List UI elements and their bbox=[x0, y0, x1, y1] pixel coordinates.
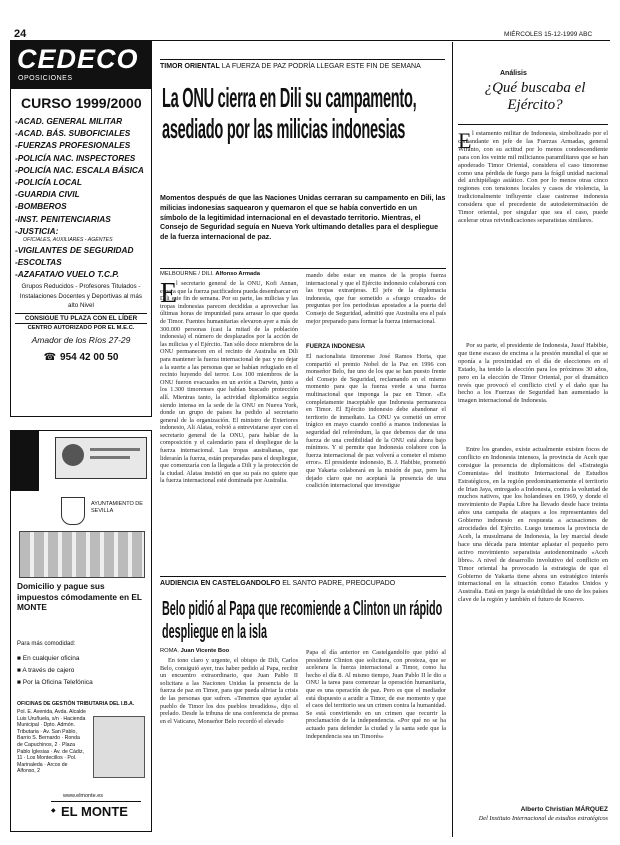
monte-logo: EL MONTE bbox=[61, 804, 128, 819]
analysis-text2: Por su parte, el presidente de Indonesia, Jusuf Habibie, que tiene escaso de encima a la presión mundial el que se oponía a la proximidad en el día de elecciones en el Estado, ha tenido la elección para los próximos 30 años, pero en la elección de Timor Oriental, por el dramático revés que provocó el conflicto civil y el daño que ha hecho a los Fuerzas de Seguridad han aumentado la imagen internacional de Indonesia. bbox=[458, 342, 608, 405]
cedeco-groups: Grupos Reducidos - Profesores Titulados - Instalaciones Docentes y Deportivas al más alto Nivel bbox=[19, 283, 143, 310]
page-number: 24 bbox=[14, 28, 27, 40]
course-item: -ACAD. BÁS. SUBOFICIALES bbox=[15, 128, 131, 139]
offices-list: Pol. E. Avenida, Avda. Alcalde Luis Uruñuela, s/n · Hacienda Municipal · Dpto. Admón. Tributaria · Av. San Pablo, Barrio S. Bernardo · Ronda de Capuchinos, 2 · Plaza Pablo Iglesias · Av. de Cádiz, 11 · Los Montecillos · Pol. Marinaleda · Arcos de Alfonso, 2 bbox=[17, 709, 87, 775]
card-logo-icon bbox=[62, 444, 84, 466]
cedeco-location: CONSIGUE TU PLAZA CON EL LÍDER bbox=[15, 313, 147, 325]
date-line: MIÉRCOLES 15-12-1999 ABC bbox=[504, 31, 593, 38]
main-col2b: El nacionalista timorense José Ramos Horta, que compartió el premio Nobel de la Paz en 1996 con monseñor Belo, fue uno de los que se han puesto frente del Consejo de Seguridad, reclamando en el mismo momento para que la fuerza verde a una fuerza multinacional que imponga la paz en Timor. «Es completamente inaceptable que Indonesia permanezca en Timor. El Ejército indonesio debe abandonar el territorio de inmediato. La ONU ya cometió un error trágico en mayo cuando confió a manos indonesias la seguridad del referéndum, la que debemos dar de una fuerza de una credibilidad de la ONU está ahora bajo mínimos. Y si permite que Indonesia colabore con la fuerza internacional de paz volverá a cometer el mismo error». El presidente indonesio, B. J. Habibie, prometió que Yakarta colaborará en la misión de paz, pero ha dejado claro que no aceptará la presencia de una coalición internacional que investigue bbox=[306, 353, 446, 490]
cedeco-center: CENTRO AUTORIZADO POR EL M.E.C. bbox=[27, 325, 135, 332]
main-col2a: mando debe estar en manos de la propia fuerza internacional y que el Ejército indonesio colaborará con las tropas extranjeras. El jefe de la diplomacia indonesia, que fue sometido a «fuego cruzado» de preguntas por los periodistas apostados a la puerta del Consejo de Seguridad, admitió que Australia era el país mejor preparado para formar la fuerza internacional. bbox=[306, 272, 446, 325]
analysis-dropcap: E bbox=[458, 128, 472, 153]
offices-title: OFICINAS DE GESTIÓN TRIBUTARIA DEL I.B.A. bbox=[17, 701, 135, 707]
course-item: -POLICÍA LOCAL bbox=[15, 177, 82, 188]
course-item: -ESCOLTAS bbox=[15, 256, 62, 267]
cedeco-header bbox=[11, 41, 151, 89]
course-item: -BOMBEROS bbox=[15, 201, 67, 212]
monte-option: ■ Por la Oficina Telefónica bbox=[17, 679, 93, 686]
cedeco-ad[interactable] bbox=[10, 40, 152, 417]
cedeco-phone: 954 42 00 50 bbox=[60, 352, 119, 364]
monte-option: ■ En cualquier oficina bbox=[17, 655, 80, 662]
monte-url[interactable]: www.elmonte.es bbox=[63, 793, 104, 799]
ayuntamiento-label: AYUNTAMIENTO DE SEVILLA bbox=[91, 501, 143, 514]
main-byline: MELBOURNE / DILI. Alfonso Armada bbox=[160, 271, 260, 277]
main-headline: La ONU cierra en Dili su campamento, asediado por las milicias indonesias bbox=[162, 82, 417, 144]
cedeco-sub: OPOSICIONES bbox=[18, 75, 73, 82]
course-item: -JUSTICIA: bbox=[15, 225, 59, 236]
cedeco-course: CURSO 1999/2000 bbox=[21, 95, 142, 111]
cedeco-phone-row bbox=[15, 347, 147, 365]
analysis-label: Análisis bbox=[500, 70, 527, 77]
course-item: -AZAFATA/O VUELO T.C.P. bbox=[15, 269, 120, 280]
cedeco-address: Amador de los Ríos 27-29 bbox=[31, 334, 131, 345]
analysis-text1: l estamento militar de Indonesia, simbolizado por el comandante en jefe de las Fuerzas Armadas, general Wiranto, con su actitud por lo menos condescendiente para con los veinte mil milicianos paramilitares que se han apoderado Timor Oriental, considera el caso timorense como una pérdida de fuego para la frágil unidad nacional del archipiélago asiático. Con por lo menos otras cinco regiones con tensiones locales y casos de violencia, la tradicionalmente influyente clase castrense indonesia considera que el precedente de autodeterminación de Timor oriental, por singular que sea el caso, puede acelerar otras reivindicaciones separatistas similares. bbox=[458, 130, 608, 224]
main-dropcap: E bbox=[160, 278, 178, 309]
second-kicker: AUDIENCIA EN CASTELGANDOLFO EL SANTO PADRE, PREOCUPADO bbox=[160, 580, 396, 587]
justicia-sub: OFICIALES, AUXILIARES - AGENTES bbox=[23, 237, 113, 244]
main-kicker: TIMOR ORIENTAL LA FUERZA DE PAZ PODRÍA LLEGAR ESTE FIN DE SEMANA bbox=[160, 63, 421, 70]
cedeco-course-list bbox=[15, 115, 147, 365]
city-skyline-illustration bbox=[19, 531, 145, 578]
column-divider bbox=[452, 42, 453, 837]
second-byline: ROMA. Juan Vicente Boo bbox=[160, 648, 230, 654]
second-headline: Belo pidió al Papa que recomiende a Clinton un rápido despliegue en la isla bbox=[162, 598, 443, 643]
customer-photo bbox=[93, 716, 145, 778]
main-subhead: FUERZA INDONESIA bbox=[306, 344, 366, 350]
main-lead: Momentos después de que las Naciones Unidas cerraran su campamento en Dili, las milicias indonesias saquearon y quemaron el que se había convertido en un símbolo de la legitimidad internacional en el devastado territorio. Mientras, el Consejo de Seguridad seguía en Nueva York ultimando detalles para el despliegue de la fuerza internacional de paz. bbox=[160, 194, 446, 242]
course-item: -POLICÍA NAC. ESCALA BÁSICA bbox=[15, 164, 144, 175]
course-item: -ACAD. GENERAL MILITAR bbox=[15, 116, 123, 126]
course-item: -FUERZAS PROFESIONALES bbox=[15, 140, 131, 151]
course-item: -VIGILANTES DE SEGURIDAD bbox=[15, 244, 134, 255]
course-item: -POLICÍA NAC. INSPECTORES bbox=[15, 152, 136, 163]
monte-logo-area bbox=[51, 801, 141, 824]
phone-icon: ☎ bbox=[43, 352, 57, 364]
monte-headline: Domicilio y pague sus impuestos cómodamente en EL MONTE bbox=[17, 581, 142, 612]
main-col1: l secretario general de la ONU, Kofi Annan, espera que la fuerza pacificadora pueda desembarcar en Dili este fin de semana. Por su parte, las milicias y las tropas indonesias parecen decididas a aprovechar las últimas horas de impunidad para arrasar lo que queda de Timor. Fuentes humanitarias elevaron ayer a más de 300.000 personas (casi la mitad de la población indonesia) el número de desplazados por la acción de las milicias y el Ejército. Tan sólo doce miembros de la ONU permanecen en el recinto de Australia en Dili para mantener la fuerza internacional de paz y no dejar a la suerte a las personas que se habían refugiado en el recinto huyendo del terror. Los 100 miembros de la ONU fueron evacuados en un avión a Darwin, junto a los 1.300 timorenses que habían buscado protección allí. Mientras tanto, la actividad diplomática seguía siendo intensa en la sede de la ONU en Nueva York, donde un grupo de países ha pedido al secretario general de la organización. El ministro de Exteriores indonesio, Ali Alatas, volvió a entrevistarse ayer con el secretario general de la ONU, para hablar de la composición y el calendario para el despliegue de la fuerza internacional. Las tropas australianas, que liderarán la fuerza, están preparadas para el despliegue, que comenzaría con la llegada a Dili y la protección de la ciudad. Alatas insistió en que su país no quiere que la fuerza internacional esté dominada por Australia. bbox=[160, 280, 298, 485]
monte-options bbox=[17, 653, 147, 689]
analysis-text3: Entre los grandes, existe actualmente existen focos de conflicto en Indonesia intensos, la provincia de Aceh que consigue la presencia de diplomáticos del «Estrategia Comunista» del instituto Internacional de Estudios Estratégicos, en la región predominantemente el territorio de Irian Jaya, entregado a Indonesia, contra la voluntad de muchos nativos, que los holandeses en 1969, y donde el movimiento de Papúa Libre ha llevado desde hace treinta años una campaña de ataques a los representantes del Gobierno indonesio en respuesta a acusaciones de atrocidades del Ejército. Luego tenemos la provincia de Aceh, la musulmana de Indonesia, la ley marcial desde hace una década para intentar aplastar el pequeño pero activo movimiento separatista autodenominado «Aceh libre». A nivel de desarrollo involutivo del conflicto en Timor oriental ha provocado la estrategia de que el Gobierno de Yakarta tiene ahora un estratégico interés internacional en la situación como Estados Unidos y Australia. Está en juego la estabilidad de uno de los países clave de la región y también el futuro de Kosovo. bbox=[458, 446, 608, 604]
analysis-title: ¿Qué buscaba el Ejército? bbox=[484, 80, 586, 113]
cedeco-logo: CEDECO bbox=[17, 44, 139, 74]
analysis-author: Alberto Christian MÁRQUEZ bbox=[520, 806, 608, 813]
course-item: -GUARDIA CIVIL bbox=[15, 189, 80, 200]
course-item: -INST. PENITENCIARIAS bbox=[15, 213, 111, 224]
monte-option: ■ A través de cajero bbox=[17, 667, 75, 674]
payment-card-illustration bbox=[55, 437, 147, 479]
ad-corner-block bbox=[11, 431, 39, 491]
monte-logo-icon: ◆ bbox=[51, 808, 56, 814]
second-col1: En tono claro y urgente, el obispo de Dili, Carlos Belo, consiguió ayer, tras haber pedido al Papa, recibir un encuentro extraordinario, que Juan Pablo II solicitara a las Naciones Unidas la presencia de la fuerza de paz en Timor, para que pueda aliviar la crisis de las personas que sufren. «Tenemos que ayudar al pueblo de Timor los dos pueblos invadidos», dijo el prelado. Desde la tribuna de una conferencia de prensa en el Vaticano, Monseñor Belo recordó el elevado bbox=[160, 657, 298, 725]
monte-para: Para más comodidad: bbox=[17, 641, 76, 647]
el-monte-ad[interactable] bbox=[10, 430, 152, 832]
second-col2: Papa el día anterior en Castelgandolfo que pidió al presidente Clinton que solicitara, con presteza, que se acelerara la fuerza internacional a Timor, como ha hecho el día 8. Al mismo tiempo, Juan Pablo II le dio a ONU la tarea para comenzar la operación humanitaria, que es una operación de paz. Pero es que el mediador está dispuesto a acudir a Timor, de ese momento y que el caos del territorio sea un crimen contra la humanidad. Se está convirtiendo en un crimen que recurrir la proclamación de la independencia. «Por qué no se ha actuado para defender la ciudad y la santa sede que la independencia sea un Timorés» bbox=[306, 649, 446, 740]
analysis-author-role: Del Instituto Internacional de estudios estratégicos bbox=[478, 815, 608, 822]
seville-crest-icon bbox=[61, 497, 85, 525]
